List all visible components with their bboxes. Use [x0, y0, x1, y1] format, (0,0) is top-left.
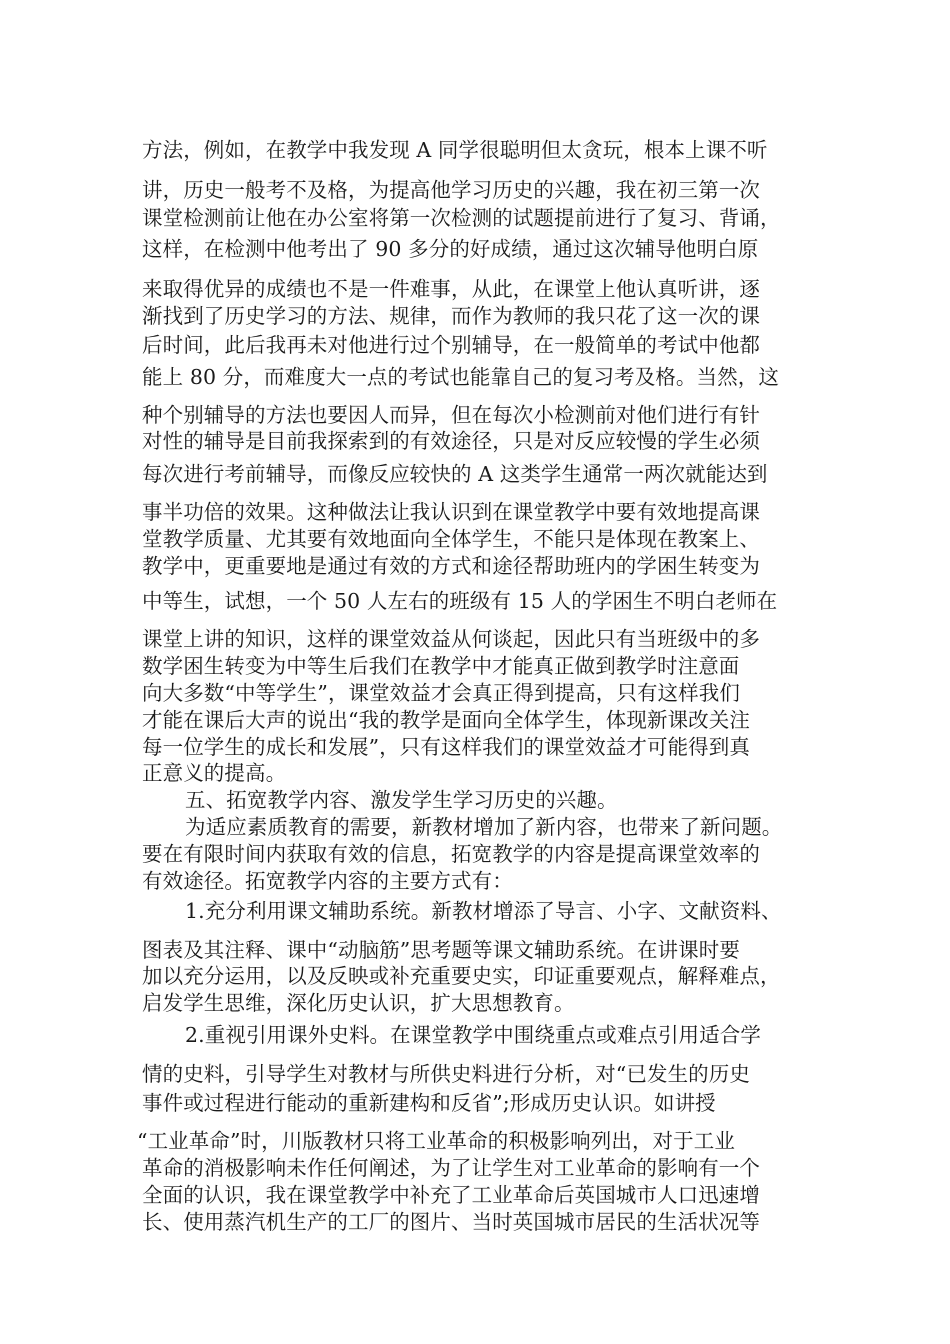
text-line: 后时间，此后我再未对他进行过个别辅导，在一般简单的考试中他都: [142, 333, 760, 357]
text-line: 课堂上讲的知识，这样的课堂效益从何谈起，因此只有当班级中的多: [142, 627, 760, 651]
text-line: 正意义的提高。: [142, 761, 287, 785]
text-line: 为适应素质教育的需要，新教材增加了新内容，也带来了新问题。: [185, 815, 783, 839]
text-line: 启发学生思维，深化历史认识，扩大思想教育。: [142, 991, 575, 1015]
text-line: 每一位学生的成长和发展”，只有这样我们的课堂效益才可能得到真: [142, 735, 750, 759]
text-line: 才能在课后大声的说出“我的教学是面向全体学生，体现新课改关注: [142, 708, 750, 732]
text-line: 方法，例如，在教学中我发现 A 同学很聪明但太贪玩，根本上课不听: [142, 138, 768, 162]
text-line: 课堂检测前让他在办公室将第一次检测的试题提前进行了复习、背诵，: [142, 206, 781, 230]
text-line: 对性的辅导是目前我探索到的有效途径，只是对反应较慢的学生必须: [142, 429, 760, 453]
text-line: 数学困生转变为中等生后我们在教学中才能真正做到教学时注意面: [142, 654, 740, 678]
text-line: 长、使用蒸汽机生产的工厂的图片、当时英国城市居民的生活状况等: [142, 1210, 760, 1234]
text-line: 向大多数“中等学生”，课堂效益才会真正得到提高，只有这样我们: [142, 681, 740, 705]
text-line: 种个别辅导的方法也要因人而异，但在每次小检测前对他们进行有针: [142, 403, 760, 427]
text-line: 中等生，试想，一个 50 人左右的班级有 15 人的学困生不明白老师在: [142, 589, 778, 613]
text-line: 有效途径。拓宽教学内容的主要方式有：: [142, 869, 513, 893]
text-line: 来取得优异的成绩也不是一件难事，从此，在课堂上他认真听讲，逐: [142, 277, 760, 301]
text-line: 革命的消极影响未作任何阐述，为了让学生对工业革命的影响有一个: [142, 1156, 760, 1180]
text-line: 图表及其注释、课中“动脑筋”思考题等课文辅助系统。在讲课时要: [142, 938, 740, 962]
text-line: 渐找到了历史学习的方法、规律，而作为教师的我只花了这一次的课: [142, 304, 760, 328]
section-heading: 五、拓宽教学内容、激发学生学习历史的兴趣。: [185, 788, 618, 812]
text-line: 1.充分利用课文辅助系统。新教材增添了导言、小字、文献资料、: [185, 899, 782, 923]
text-line: 全面的认识，我在课堂教学中补充了工业革命后英国城市人口迅速增: [142, 1183, 760, 1207]
text-line: 要在有限时间内获取有效的信息，拓宽教学的内容是提高课堂效率的: [142, 842, 760, 866]
text-line: 2.重视引用课外史料。在课堂教学中围绕重点或难点引用适合学: [185, 1023, 761, 1047]
text-line: 事件或过程进行能动的重新建构和反省”;形成历史认识。如讲授: [142, 1091, 716, 1115]
text-line: 能上 80 分，而难度大一点的考试也能靠自己的复习考及格。当然，这: [142, 365, 779, 389]
text-line: 教学中，更重要地是通过有效的方式和途径帮助班内的学困生转变为: [142, 554, 760, 578]
text-line: 情的史料，引导学生对教材与所供史料进行分析，对“已发生的历史: [142, 1062, 750, 1086]
text-line: 讲，历史一般考不及格，为提高他学习历史的兴趣，我在初三第一次: [142, 178, 760, 202]
text-line: 每次进行考前辅导，而像反应较快的 A 这类学生通常一两次就能达到: [142, 462, 768, 486]
text-line: 事半功倍的效果。这种做法让我认识到在课堂教学中要有效地提高课: [142, 500, 760, 524]
text-line: 这样，在检测中他考出了 90 多分的好成绩，通过这次辅导他明白原: [142, 237, 759, 261]
text-line: 加以充分运用，以及反映或补充重要史实，印证重要观点，解释难点，: [142, 964, 781, 988]
text-line: 堂教学质量、尤其要有效地面向全体学生，不能只是体现在教案上、: [142, 527, 760, 551]
text-line: “工业革命”时，川版教材只将工业革命的积极影响列出，对于工业: [137, 1129, 735, 1153]
